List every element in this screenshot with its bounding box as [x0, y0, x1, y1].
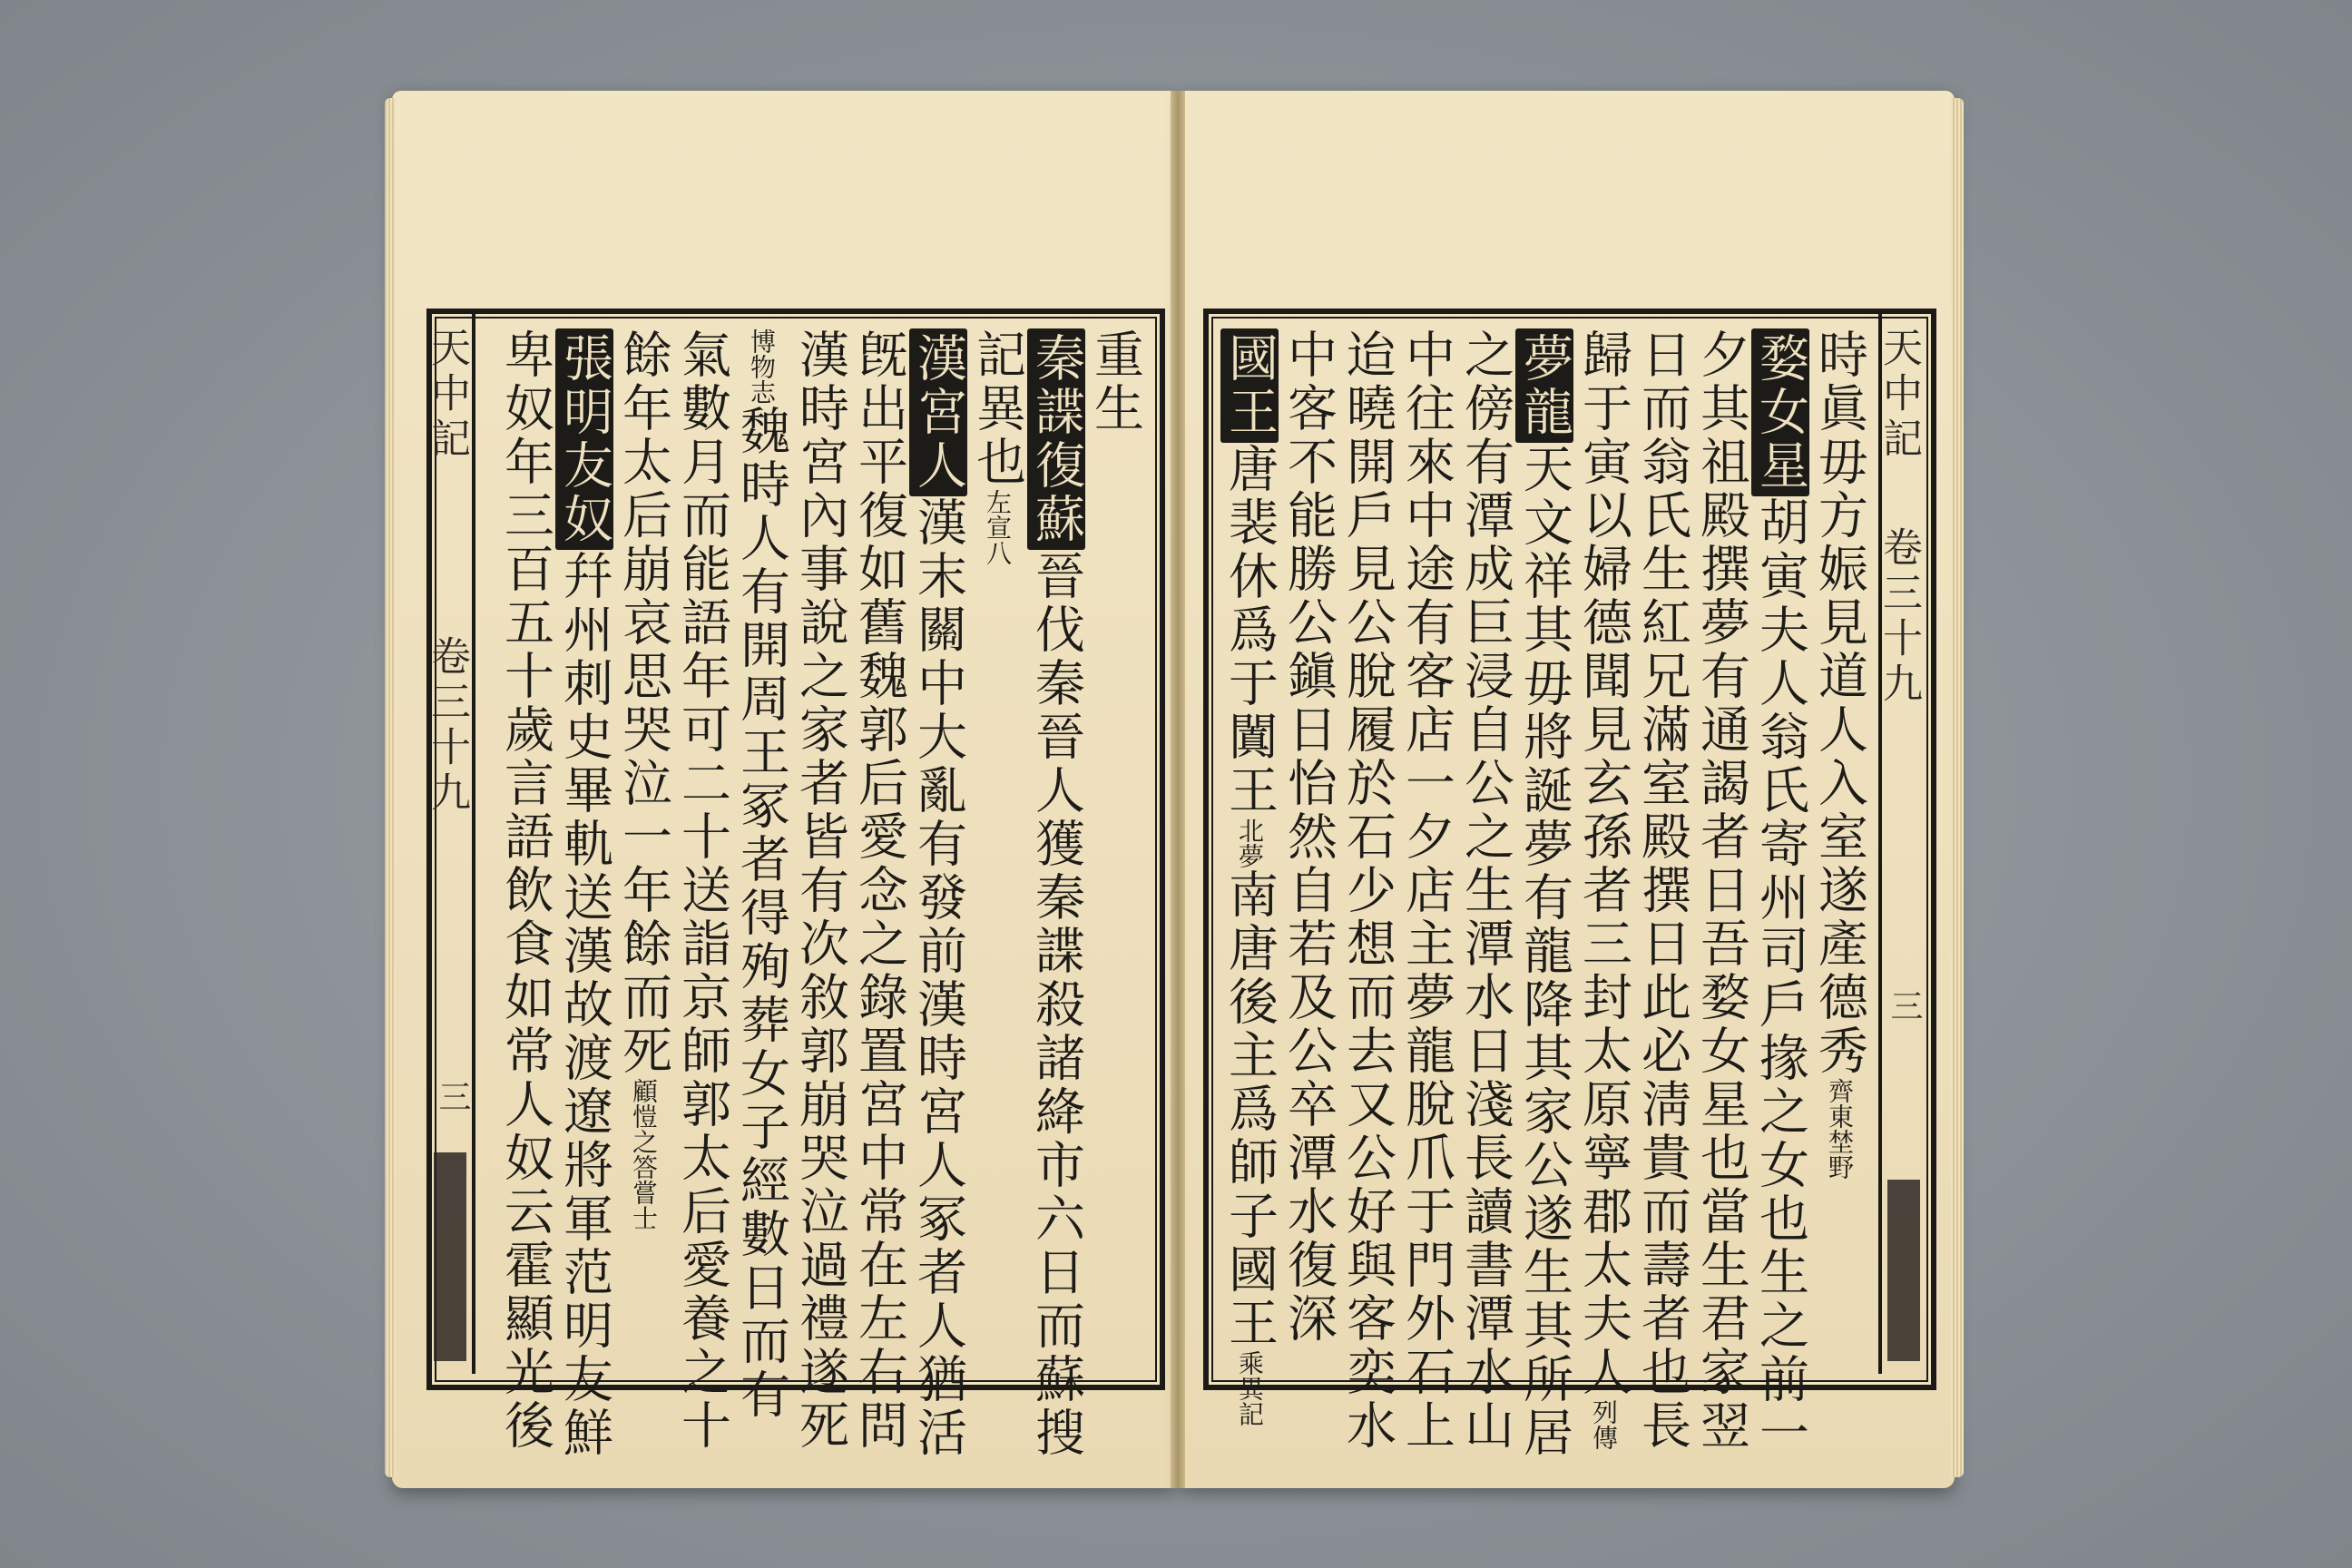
body-text: 夕其祖殿撰夢有通謁者日吾婺女星也當生君家翌 — [1692, 328, 1750, 1453]
body-text: 天文祥其毋將誕夢有龍降其家公遂生其所居 — [1515, 443, 1573, 1460]
text-column — [614, 328, 672, 1363]
heading-label: 國王 — [1220, 328, 1279, 443]
body-text: 旣出平復如舊魏郭后愛念之錄置宮中常在左右問 — [850, 328, 908, 1453]
source-note: 顧愷之答嘗士 — [629, 1078, 659, 1230]
body-text: 晉伐秦晉人獲秦諜殺諸絳市六日而蘇 — [1027, 550, 1085, 1406]
text-column — [791, 328, 849, 1453]
source-note: 左宣八 — [983, 489, 1013, 565]
body-text: 記異也 — [968, 328, 1026, 489]
text-column — [968, 328, 1026, 1363]
body-text: 南唐後主爲師子國王 — [1220, 868, 1279, 1350]
text-column — [1574, 328, 1632, 1450]
body-text: 胡寅夫人翁氏寄州司戶掾之女也生之前一 — [1751, 496, 1809, 1460]
body-text: 氣數月而能語年可二十送詣京師郭太后愛養之十 — [673, 328, 731, 1453]
book-gutter — [1171, 91, 1185, 1488]
page-edges-right — [1951, 98, 1964, 1477]
body-text: 唐裴休爲于闐王 — [1220, 443, 1279, 818]
text-column — [1633, 328, 1691, 1453]
body-text: 中客不能勝公鎭日怡然自若及公卒潭水復深 — [1279, 328, 1338, 1346]
right-margin-rule — [1878, 314, 1882, 1374]
source-note: 列傳 — [1589, 1399, 1619, 1450]
body-text: 重生 — [1086, 328, 1144, 436]
body-text: 卑奴年三百五十歲言語飲食如常人奴云霍顯光後 — [496, 328, 554, 1453]
text-column — [1456, 328, 1514, 1453]
text-column — [909, 328, 967, 1460]
body-text: 漢末關中大亂有發前漢時宮人冢者人猶活 — [909, 496, 967, 1460]
body-text: 迨曉開戶見公脫履於石少想而去又公好與客奕水 — [1338, 328, 1396, 1453]
left-margin-fish-tail — [434, 1152, 466, 1361]
text-column — [1515, 328, 1573, 1460]
heading-label: 婺女星 — [1751, 328, 1809, 496]
text-column — [1338, 328, 1396, 1453]
right-margin-leaf: 三 — [1886, 989, 1923, 1027]
source-note: 北夢 — [1235, 818, 1265, 868]
text-column — [1279, 328, 1338, 1363]
text-column — [1692, 328, 1750, 1453]
body-text: 漢時宮內事說之家者皆有次敘郭崩哭泣過禮遂死 — [791, 328, 849, 1453]
body-text: 日而翁氏生紅兄滿室殿撰日此必淸貴而壽者也長 — [1633, 328, 1691, 1453]
left-margin-rule — [472, 314, 475, 1374]
text-column — [673, 328, 731, 1453]
body-text: 幷州刺史畢軌送漢故渡遼將軍范明友鮮 — [555, 550, 613, 1460]
text-column — [1397, 328, 1455, 1453]
heading-label: 秦諜復蘇 — [1027, 328, 1085, 550]
text-column — [732, 328, 790, 1422]
heading-label: 夢龍 — [1515, 328, 1573, 443]
body-text: 中往來中途有客店一夕店主夢龍脫爪于門外石上 — [1397, 328, 1455, 1453]
body-text: 歸于寅以婦德聞見玄孫者三封太原寧郡太夫人 — [1574, 328, 1632, 1399]
text-column — [1751, 328, 1809, 1460]
text-column — [850, 328, 908, 1453]
text-column — [555, 328, 613, 1460]
text-column — [496, 328, 554, 1453]
left-margin-volume: 卷三十九 — [424, 635, 470, 817]
text-column — [1086, 328, 1144, 1363]
body-text: 時眞毋方娠見道人入室遂產德秀 — [1810, 328, 1868, 1078]
text-column — [1220, 328, 1279, 1426]
heading-label: 張明友奴 — [555, 328, 613, 550]
page-edges-left — [385, 98, 396, 1477]
right-margin-fish-tail — [1887, 1180, 1920, 1361]
source-note: 齊東埜野 — [1825, 1078, 1855, 1180]
right-margin-title: 天中記 — [1876, 327, 1922, 463]
heading-label: 漢宮人 — [909, 328, 967, 496]
source-note: 博物志 — [747, 328, 777, 405]
left-margin-title: 天中記 — [424, 327, 470, 463]
right-margin-volume: 卷三十九 — [1876, 526, 1922, 708]
left-margin-leaf: 三 — [434, 1080, 471, 1118]
body-text: 搜 — [1027, 1406, 1085, 1460]
text-column — [1810, 328, 1868, 1363]
source-note: 乘異記 — [1235, 1350, 1265, 1426]
body-text: 之傍有潭成巨浸自公之生潭水日淺長讀書潭水山 — [1456, 328, 1514, 1453]
body-text: 魏時人有開周王冢者得殉葬女子經數日而有 — [732, 405, 790, 1422]
text-column — [1027, 328, 1085, 1460]
body-text: 餘年太后崩哀思哭泣一年餘而死 — [614, 328, 672, 1078]
